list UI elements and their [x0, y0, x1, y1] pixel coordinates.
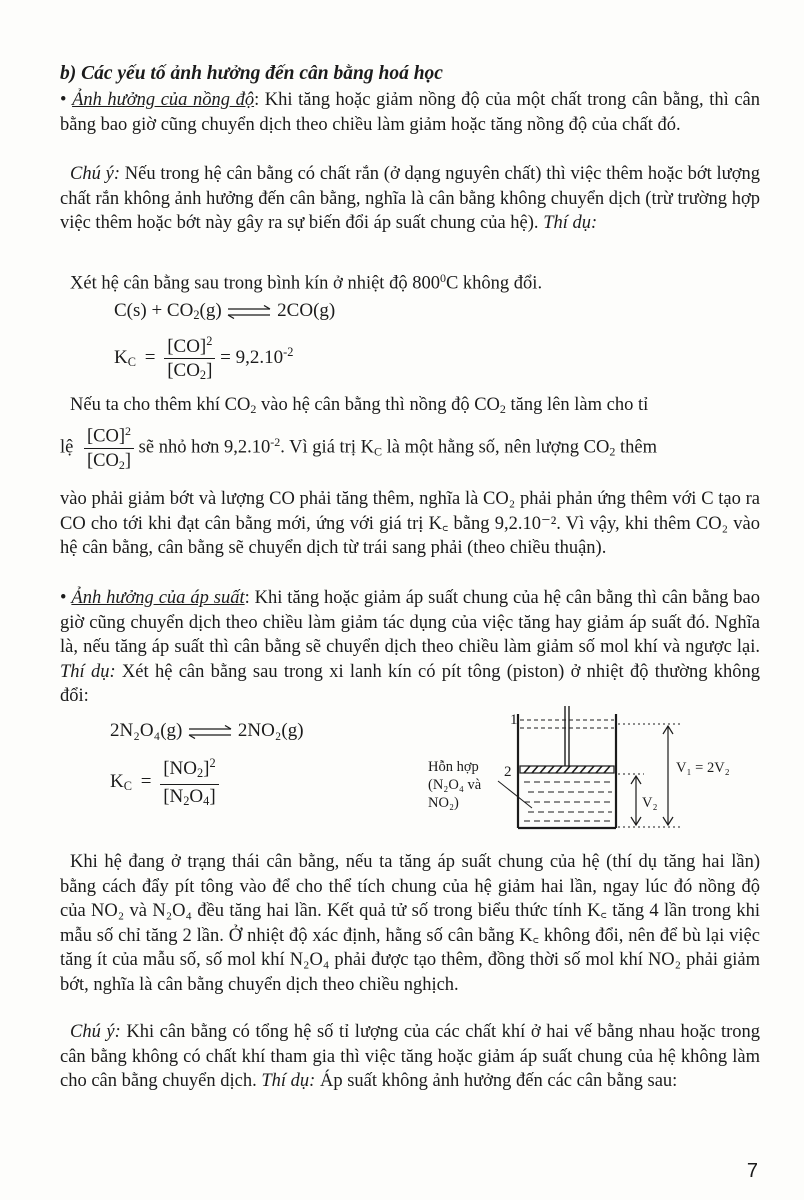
kc2-num-sup: 2 — [209, 756, 216, 770]
mixture-label — [428, 758, 481, 812]
kc1-den: [CO — [167, 359, 200, 381]
p4-le: lệ — [60, 437, 74, 458]
note-text: Nếu trong hệ cân bằng có chất rắn (ở dạng nguyên chất) thì việc thêm hoặc bớt lượng chất rắn không ảnh hưởng đến cân bằng, nghĩa là cân bằng không chuyển dịch (trừ trường hợp việc thêm hoặc bớt này gây ra sự biến đổi áp suất chung của hệ). — [60, 164, 760, 233]
diagram-label-2: 2 — [504, 764, 512, 780]
kc1-num: [CO] — [167, 335, 207, 357]
p4-frac-num: [CO] — [86, 426, 126, 447]
section-heading: b) Các yếu tố ảnh hưởng đến cân bằng hoá học — [60, 63, 443, 84]
kc2-label: K — [110, 770, 124, 792]
kc1-den-sub: 2 — [199, 367, 207, 382]
equation-1 — [114, 300, 335, 323]
system-1-post: C không đổi. — [445, 273, 543, 294]
kc2-num: [NO — [163, 757, 197, 779]
p4-b: vào hệ cân bằng thì nồng độ CO — [256, 395, 500, 415]
kc-expression-1: $K_C$ = $\frac{[CO]^2}{[CO_2]}$ = $9,2.10^{-2}$ — [114, 330, 293, 387]
pressure-example-text: Khi hệ đang ở trạng thái cân bằng, nếu ta tăng áp suất chung của hệ (thí dụ tăng hai lần) bằng cách đẩy pít tông vào để cho thể tích chung của hệ giảm hai lần, ngay lúc đó nồng độ của NO₂ và N₂O₄ đều tăng hai lần. Kết quả tử số trong biểu thức tính K꜀ tăng 4 lần trong khi mẫu số chỉ tăng 2 lần. Ở nhiệt độ xác định, hằng số cân bằng K꜀ không đổi, nên để bù lại việc tăng ít của mẫu số, số mol khí N₂O₄ phải được tạo thêm, đồng thời số mol khí NO₂ phải giảm bớt, nghĩa là cân bằng chuyển dịch theo chiều nghịch. — [60, 852, 760, 995]
kc2-den: [N — [163, 785, 184, 807]
pressure-example-label: Thí dụ: — [60, 661, 116, 682]
p4-sub2: 2 — [499, 402, 506, 416]
eq1-mid: (g) — [199, 300, 222, 321]
bullet-icon: • — [60, 588, 72, 608]
pressure-text-2: Xét hệ cân bằng sau trong xi lanh kín có pít tông (piston) ở nhiệt độ thường không đổi: — [60, 661, 760, 706]
paragraph-system-1 — [70, 266, 770, 296]
eq1-sub: 2 — [193, 308, 200, 323]
eq2-left: 2N₂O₄(g) — [110, 720, 183, 741]
degree-sup: 0 — [439, 271, 446, 285]
p4-frac-den-sub: 2 — [118, 457, 125, 472]
diagram-label-1: 1 — [510, 712, 518, 728]
paragraph-add-co2-line1 — [70, 393, 770, 422]
kc2-sub: C — [123, 778, 132, 793]
kc-expression-2 — [110, 752, 219, 813]
p4-after-b: . Vì giá trị K — [280, 437, 374, 458]
p4-after-sub2: 2 — [609, 444, 616, 459]
p4-frac-num-sup: 2 — [125, 424, 132, 438]
paragraph-note-pressure — [60, 1020, 760, 1094]
kc2-den-sub2: 4 — [203, 793, 210, 808]
p4-after-sub: C — [373, 444, 382, 459]
eq1-left: C(s) + CO — [114, 300, 194, 321]
p4-sub1: 2 — [250, 402, 257, 416]
paragraph-concentration — [60, 88, 760, 137]
paragraph-add-co2-line2 — [60, 420, 760, 477]
system-1-pre: Xét hệ cân bằng sau trong bình kín ở nhiệt độ 800 — [70, 273, 440, 294]
v2-label: V₂ — [642, 795, 658, 811]
kc2-num-close: ] — [203, 757, 210, 779]
eq2-right: 2NO₂(g) — [237, 720, 304, 741]
note2-text: Khi cân bằng có tổng hệ số tỉ lượng của các chất khí ở hai vế bằng nhau hoặc trong cân bằng không có chất khí tham gia thì việc tăng hoặc giảm áp suất chung của hệ không làm cho cân bằng chuyển dịch. — [60, 1022, 760, 1091]
eq1-right: 2CO(g) — [277, 300, 336, 321]
p4-c: tăng lên làm cho tỉ — [505, 395, 649, 415]
pressure-text: : Khi tăng hoặc giảm áp suất chung của hệ cân bằng thì cân bằng bao giờ cũng chuyển dịch theo chiều làm giảm tác dụng của việc tăng hay giảm áp suất đó. Nghĩa là, nếu tăng áp suất thì cân bằng sẽ chuyển dịch theo chiều làm giảm số mol khí và ngược lại. — [60, 588, 760, 657]
concentration-text: : Khi tăng hoặc giảm nồng độ của một chất trong cân bằng, thì cân bằng bao giờ cũng chuyển dịch theo chiều làm giảm hoặc tăng nồng độ của chất đó. — [60, 90, 760, 135]
kc2-fraction — [160, 752, 218, 813]
paragraph-note-solid — [60, 162, 760, 236]
note2-text-2: Áp suất không ảnh hưởng đến các cân bằng sau: — [315, 1071, 678, 1091]
page-number: 7 — [746, 1160, 758, 1182]
kc1-den-close: ] — [206, 359, 213, 381]
kc2-num-sub: 2 — [196, 765, 204, 780]
paragraph-pressure-example — [60, 850, 760, 997]
p4-after-sup: -2 — [270, 434, 281, 449]
equation-2 — [110, 720, 304, 742]
paragraph-add-co2-rest: vào phải giảm bớt và lượng CO phải tăng thêm, nghĩa là CO₂ phải phản ứng thêm với C tạo ra CO cho tới khi đạt cân bằng mới, ứng với giá trị K꜀ bằng 9,2.10⁻². Vì vậy, khi thêm CO₂ vào hệ cân bằng, cân bằng sẽ chuyển dịch từ trái sang phải (theo chiều thuận). — [60, 489, 760, 558]
mixture-label-line2: (N₂O₄ và — [428, 777, 482, 793]
mixture-label-line3: NO₂) — [428, 795, 459, 811]
p4-frac-den-close: ] — [124, 450, 132, 471]
kc2-den-sub: 2 — [183, 793, 190, 808]
p4-a: Nếu ta cho thêm khí CO — [70, 395, 251, 415]
kc2-den-close: ] — [209, 785, 216, 807]
bullet-icon: • — [60, 90, 73, 110]
pressure-title: Ảnh hưởng của áp suất — [71, 588, 245, 608]
kc1-label: K — [114, 346, 128, 368]
p4-after-d: thêm — [615, 437, 658, 458]
kc1-sub: C — [127, 354, 136, 369]
equilibrium-arrows-icon — [226, 305, 272, 319]
paragraph-pressure — [60, 586, 760, 709]
kc1-value-sup: -2 — [283, 345, 294, 360]
kc1-num-sup: 2 — [206, 334, 213, 348]
p4-after-c: là một hằng số, nên lượng CO — [381, 437, 610, 458]
mixture-label-line1: Hỗn hợp — [428, 759, 479, 775]
kc1-fraction — [164, 330, 215, 387]
v1-label: V₁ = 2V₂ — [676, 760, 730, 776]
p4-fraction — [84, 420, 134, 477]
example-label: Thí dụ: — [543, 213, 598, 233]
p4-frac-den: [CO — [86, 450, 119, 471]
kc1-value: = 9,2.10 — [220, 346, 284, 368]
concentration-title: Ảnh hưởng của nồng độ — [72, 90, 255, 110]
note2-example-label: Thí dụ: — [261, 1071, 316, 1091]
p4-after: sẽ nhỏ hơn 9,2.10 — [138, 437, 271, 458]
kc2-den-mid: O — [189, 785, 204, 807]
note2-label: Chú ý: — [70, 1022, 121, 1042]
kc2-equals: = — [140, 770, 152, 792]
note-label: Chú ý: — [70, 164, 120, 184]
equilibrium-arrows-icon — [187, 725, 233, 739]
